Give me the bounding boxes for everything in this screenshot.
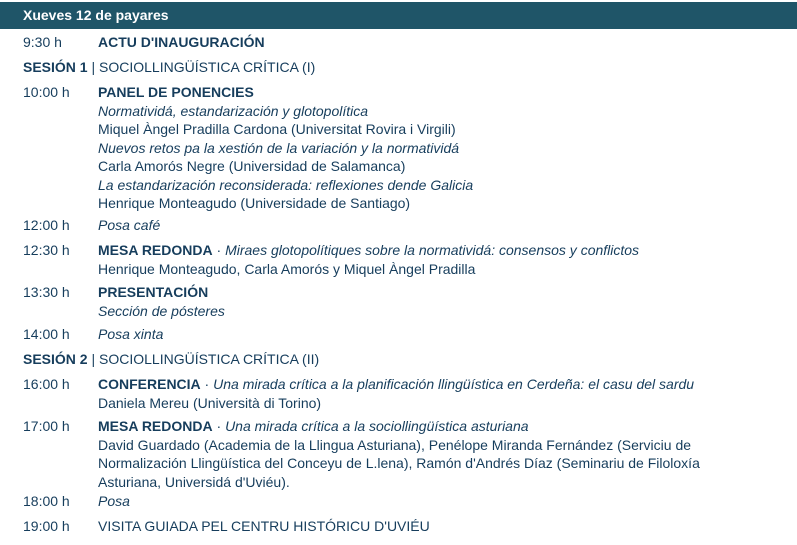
talk-speaker: Carla Amorós Negre (Universidad de Salamanca) <box>98 158 406 174</box>
row-title: Posa <box>98 493 130 509</box>
row-separator: · <box>212 242 226 258</box>
row-subtitle: Una mirada crítica a la sociollingüística asturiana <box>225 418 529 434</box>
session-label: SESIÓN 2 <box>23 351 88 367</box>
session-title: SOCIOLLINGÜÍSTICA CRÍTICA (I) <box>99 59 316 75</box>
talk-title: Normatividá, estandarización y glotopolítica <box>98 102 369 119</box>
session-separator: | <box>87 351 100 367</box>
talk-speaker: Henrique Monteagudo (Universidade de Santiago) <box>98 195 411 211</box>
row-time: 16:00 h <box>23 376 70 392</box>
day-header: Xueves 12 de payares <box>0 2 797 29</box>
row-title: Posa café <box>98 217 161 233</box>
session-title: SOCIOLLINGÜÍSTICA CRÍTICA (II) <box>99 351 320 367</box>
row-people: Henrique Monteagudo, Carla Amorós y Miquel Àngel Pradilla <box>98 260 476 277</box>
row-title: CONFERENCIA <box>98 376 201 392</box>
row-time: 10:00 h <box>23 84 70 100</box>
row-people: David Guardado (Academia de la Llingua Asturiana), Penélope Miranda Fernández (Serviciu de Normalización Llingüística del Conceyu de L.lena), Ramón d'Andrés Díaz (Seminariu de Filoloxía Asturiana, Universidá d'Uviéu). <box>98 436 700 490</box>
talk-title: La estandarización reconsiderada: reflexiones dende Galicia <box>98 176 474 193</box>
row-time: 12:30 h <box>23 242 70 258</box>
session-separator: | <box>87 59 100 75</box>
row-time: 17:00 h <box>23 418 70 434</box>
talk-title: Nuevos retos pa la xestión de la variación y la normatividá <box>98 139 460 156</box>
row-time: 13:30 h <box>23 284 70 300</box>
row-title: PANEL DE PONENCIES <box>98 84 254 100</box>
row-title: ACTU D'INAUGURACIÓN <box>98 34 265 50</box>
row-time: 9:30 h <box>23 34 62 50</box>
row-separator: · <box>200 376 214 392</box>
row-time: 18:00 h <box>23 493 70 509</box>
row-subtitle: Sección de pósteres <box>98 302 225 319</box>
row-title: MESA REDONDA <box>98 418 213 434</box>
session-2-heading <box>23 350 319 369</box>
row-time: 19:00 h <box>23 518 70 534</box>
row-people: Daniela Mereu (Università di Torino) <box>98 394 322 411</box>
row-subtitle: Miraes glotopolítiques sobre la normatividá: consensos y conflictos <box>225 242 640 258</box>
row-title: PRESENTACIÓN <box>98 284 209 300</box>
row-title: MESA REDONDA <box>98 242 213 258</box>
row-time: 14:00 h <box>23 326 70 342</box>
row-time: 12:00 h <box>23 217 70 233</box>
session-label: SESIÓN 1 <box>23 59 88 75</box>
row-title: Posa xinta <box>98 326 164 342</box>
session-1-heading <box>23 58 315 77</box>
row-separator: · <box>212 418 226 434</box>
row-subtitle: Una mirada crítica a la planificación llingüística en Cerdeña: el casu del sardu <box>213 376 695 392</box>
talk-speaker: Miquel Àngel Pradilla Cardona (Universitat Rovira i Virgili) <box>98 121 456 137</box>
row-title: VISITA GUIADA PEL CENTRU HISTÓRICU D'UVIÉU <box>98 518 430 534</box>
